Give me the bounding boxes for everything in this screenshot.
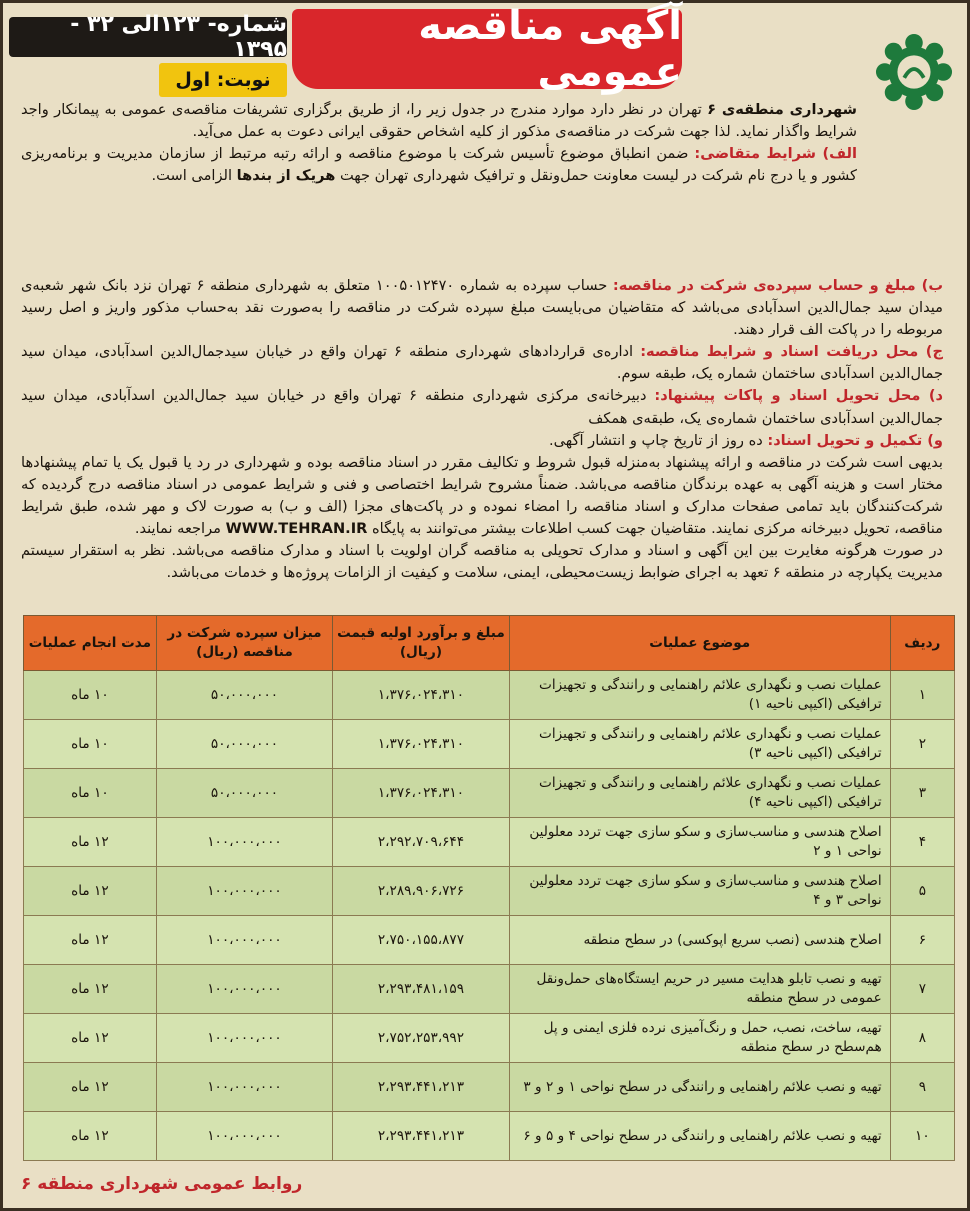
sections-block [21,275,943,584]
col-row-number: ردیف [890,616,954,671]
duration: ۱۰ ماه [24,769,157,818]
section-c-text: اداره‌ی قراردادهای شهرداری منطقه ۶ تهران واقع در خیابان سیدجمال‌الدین اسدآبادی، میدان سید جمال‌الدین اسدآبادی ساختمان شماره یک، طبقه سوم. [21,343,943,383]
duration: ۱۲ ماه [24,916,157,965]
estimate-amount: ۲،۲۹۳،۴۴۱،۲۱۳ [333,1112,510,1161]
col-estimate: مبلغ و برآورد اولیه قیمت (ریال) [333,616,510,671]
deposit-amount: ۱۰۰،۰۰۰،۰۰۰ [156,818,332,867]
section-c-label: ج) محل دریافت اسناد و شرایط مناقصه: [640,343,943,361]
intro-block [21,99,857,187]
section-a-text: ضمن انطباق موضوع تأسیس شرکت با موضوع مناقصه و ارائه رتبه مرتبط از سازمان مدیریت و برنامه‌ریزی کشور و یا درج نام شرکت در لیست معاونت حمل‌ونقل و ترافیک شهرداری تهران جهت [21,145,857,185]
deposit-amount: ۱۰۰،۰۰۰،۰۰۰ [156,1014,332,1063]
estimate-amount: ۱،۳۷۶،۰۲۴،۳۱۰ [333,769,510,818]
row-number: ۸ [890,1014,954,1063]
table-row [24,818,955,867]
operation-title: عملیات نصب و نگهداری علائم راهنمایی و رانندگی و تجهیزات ترافیکی (اکیپی ناحیه ۴) [509,769,890,818]
table-row [24,769,955,818]
operation-title: تهیه و نصب علائم راهنمایی و رانندگی در سطح نواحی ۴ و ۵ و ۶ [509,1112,890,1161]
terms-paragraph: بدیهی است شرکت در مناقصه و ارائه پیشنهاد به‌منزله قبول شروط و تکالیف مقرر در اسناد مناقصه بوده و شهرداری در رد یا قبول یک یا تمام پیشنهادها مختار است و هزینه آگهی به عهده برندگان مناقصه می‌باشد. ضمناً مشروح شرایط اختصاصی و فنی و شرایط عمومی در اسناد مناقصه درج گردیده که شرکت‌کنندگان باید تمامی صفحات مدارک و اسناد مناقصه را امضاء نموده و در پاکت‌های مجزا (الف و ب) به صورت لاک و مهر شده، طبق شرایط مناقصه، تحویل دبیرخانه مرکزی نمایند. متقاضیان جهت کسب اطلاعات بیشتر می‌توانند به پایگاه [21,453,943,538]
duration: ۱۲ ماه [24,1014,157,1063]
table-row [24,1014,955,1063]
section-e-label: و) تکمیل و تحویل اسناد: [767,431,943,449]
table-row [24,720,955,769]
estimate-amount: ۱،۳۷۶،۰۲۴،۳۱۰ [333,671,510,720]
section-d-text: دبیرخانه‌ی مرکزی شهرداری منطقه ۶ تهران واقع در خیابان سید جمال‌الدین اسدآبادی، میدان سید جمال‌الدین اسدآبادی ساختمان شماره‌ی یک، طبقه‌ی همکف [21,387,943,427]
row-number: ۱ [890,671,954,720]
table-row [24,916,955,965]
priority-paragraph: در صورت هرگونه مغایرت بین این آگهی و اسناد و مدارک تحویلی به مناقصه گران اولویت با اسناد و مدارک مناقصه می‌باشد. نظر به استقرار سیستم مدیریت یکپارچه در منطقه ۶ تعهد به اجرای ضوابط زیست‌محیطی، ایمنی، سلامت و کیفیت از الزامات پروژه‌ها و خدمات می‌باشد. [21,542,943,582]
row-number: ۳ [890,769,954,818]
table-header-row [24,616,955,671]
operation-title: اصلاح هندسی و مناسب‌سازی و سکو سازی جهت تردد معلولین نواحی ۳ و ۴ [509,867,890,916]
terms-tail: مراجعه نمایند. [134,520,226,538]
estimate-amount: ۲،۲۹۲،۷۰۹،۶۴۴ [333,818,510,867]
col-duration: مدت انجام عملیات [24,616,157,671]
estimate-amount: ۲،۲۹۳،۴۴۱،۲۱۳ [333,1063,510,1112]
operation-title: تهیه و نصب تابلو هدایت مسیر در حریم ایستگاه‌های حمل‌ونقل عمومی در سطح منطقه [509,965,890,1014]
deposit-amount: ۱۰۰،۰۰۰،۰۰۰ [156,1063,332,1112]
website-link[interactable]: WWW.TEHRAN.IR [225,520,368,538]
table-row [24,671,955,720]
section-a-label: الف) شرایط متقاضی: [694,145,857,163]
tehran-municipality-logo-icon [875,33,953,111]
duration: ۱۲ ماه [24,818,157,867]
deposit-amount: ۱۰۰،۰۰۰،۰۰۰ [156,916,332,965]
row-number: ۵ [890,867,954,916]
col-operation: موضوع عملیات [509,616,890,671]
row-number: ۲ [890,720,954,769]
duration: ۱۰ ماه [24,671,157,720]
title-banner [292,3,682,95]
org-name: شهرداری منطقه‌ی ۶ [707,101,857,118]
deposit-amount: ۵۰،۰۰۰،۰۰۰ [156,671,332,720]
row-number: ۷ [890,965,954,1014]
header [9,3,961,95]
estimate-amount: ۱،۳۷۶،۰۲۴،۳۱۰ [333,720,510,769]
col-deposit: میزان سپرده شرکت در مناقصه (ریال) [156,616,332,671]
section-a-bold: هریک از بندها [236,167,336,185]
operation-title: اصلاح هندسی (نصب سریع اپوکسی) در سطح منطقه [509,916,890,965]
deposit-amount: ۱۰۰،۰۰۰،۰۰۰ [156,1112,332,1161]
operation-title: اصلاح هندسی و مناسب‌سازی و سکو سازی جهت تردد معلولین نواحی ۱ و ۲ [509,818,890,867]
duration: ۱۲ ماه [24,867,157,916]
table-row [24,965,955,1014]
row-number: ۶ [890,916,954,965]
deposit-amount: ۵۰،۰۰۰،۰۰۰ [156,720,332,769]
operation-title: عملیات نصب و نگهداری علائم راهنمایی و رانندگی و تجهیزات ترافیکی (اکیپی ناحیه ۳) [509,720,890,769]
operation-title: عملیات نصب و نگهداری علائم راهنمایی و رانندگی و تجهیزات ترافیکی (اکیپی ناحیه ۱) [509,671,890,720]
operations-table [23,615,955,1161]
duration: ۱۰ ماه [24,720,157,769]
operation-title: تهیه و نصب علائم راهنمایی و رانندگی در سطح نواحی ۱ و ۲ و ۳ [509,1063,890,1112]
footer-signature: روابط عمومی شهرداری منطقه ۶ [21,1174,303,1194]
row-number: ۹ [890,1063,954,1112]
section-d-label: د) محل تحویل اسناد و پاکات پیشنهاد: [654,387,943,405]
estimate-amount: ۲،۷۵۰،۱۵۵،۸۷۷ [333,916,510,965]
section-b-text: حساب سپرده به شماره ۱۰۰۵۰۱۲۴۷۰ متعلق به شهرداری منطقه ۶ تهران نزد بانک شهر شعبه‌ی میدان سید جمال‌الدین اسدآبادی می‌باشد که متقاضیان می‌بایست مبلغ سپرده شرکت در مناقصه را به‌صورت نقد به‌حساب مذکور واریز و اصل رسید مربوطه را در پاکت الف قرار دهند. [21,277,943,339]
duration: ۱۲ ماه [24,1112,157,1161]
deposit-amount: ۱۰۰،۰۰۰،۰۰۰ [156,965,332,1014]
section-e-text: ده روز از تاریخ چاپ و انتشار آگهی. [549,431,768,449]
page-title: آگهی مناقصه عمومی [418,3,682,95]
deposit-amount: ۱۰۰،۰۰۰،۰۰۰ [156,867,332,916]
round-badge: نوبت: اول [159,63,287,97]
section-b-label: ب) مبلغ و حساب سپرده‌ی شرکت در مناقصه: [612,277,943,294]
row-number: ۴ [890,818,954,867]
intro-text: تهران در نظر دارد موارد مندرج در جدول زیر را، از طریق برگزاری تشریفات مناقصه‌ی عمومی به پیمانکار واجد شرایط واگذار نماید. لذا جهت شرکت در مناقصه‌ی مذکور از کلیه اشخاص حقوقی ایرانی دعوت به عمل می‌آید. [21,101,857,141]
deposit-amount: ۵۰،۰۰۰،۰۰۰ [156,769,332,818]
section-a-tail: الزامی است. [151,167,237,185]
table-row [24,867,955,916]
table-row [24,1112,955,1161]
estimate-amount: ۲،۲۸۹،۹۰۶،۷۲۶ [333,867,510,916]
operation-title: تهیه، ساخت، نصب، حمل و رنگ‌آمیزی نرده فلزی ایمنی و پل هم‌سطح در سطح منطقه [509,1014,890,1063]
issue-number-badge: شماره- ۱۲۳الی ۳۲ - ۱۳۹۵ [9,17,287,57]
duration: ۱۲ ماه [24,965,157,1014]
table-row [24,1063,955,1112]
row-number: ۱۰ [890,1112,954,1161]
duration: ۱۲ ماه [24,1063,157,1112]
estimate-amount: ۲،۲۹۳،۴۸۱،۱۵۹ [333,965,510,1014]
estimate-amount: ۲،۷۵۲،۲۵۳،۹۹۲ [333,1014,510,1063]
